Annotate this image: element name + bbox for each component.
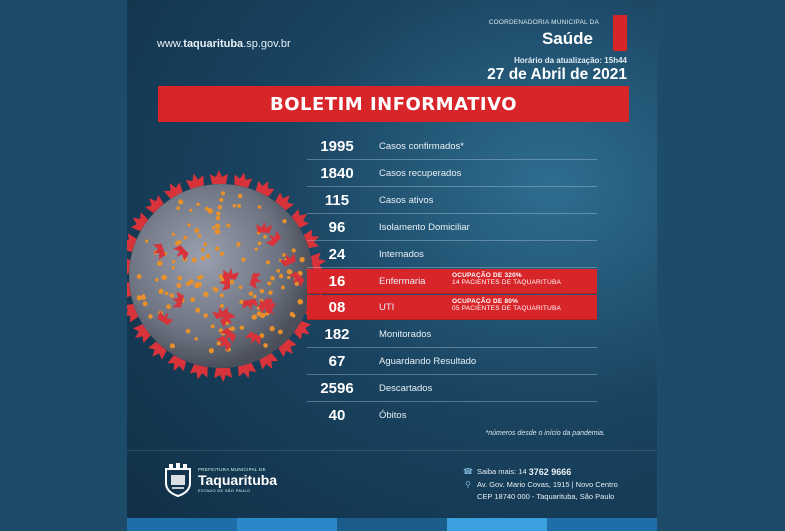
stat-label: Aguardando Resultado (379, 355, 477, 367)
stat-value: 16 (328, 272, 346, 290)
stat-value: 96 (328, 218, 346, 236)
logo-city-name: Taquarituba (198, 472, 278, 488)
stat-value: 24 (328, 245, 346, 263)
stat-row-active (307, 187, 597, 214)
stat-row-recovered (307, 160, 597, 187)
stat-row-hospitalized (307, 241, 597, 268)
banner-title: BOLETIM INFORMATIVO (270, 93, 517, 115)
stat-label: Internados (379, 248, 424, 260)
phone-icon: ☎ (463, 467, 473, 476)
phone-number: 3762 9666 (528, 467, 572, 477)
stat-label: Casos ativos (379, 194, 434, 206)
coordination-label: COORDENADORIA MUNICIPAL DA (488, 19, 599, 26)
occupancy-info (452, 272, 561, 286)
footer-divider (127, 450, 657, 451)
stat-row-home-isolation (307, 214, 597, 241)
stat-label: Descartados (379, 382, 433, 394)
stat-value: 182 (324, 325, 350, 343)
stat-value: 08 (328, 298, 346, 316)
footnote: *números desde o início da pandemia. (485, 430, 605, 437)
phone-prefix: Saiba mais: 14 (477, 467, 527, 476)
stat-label: Enfermaria (379, 275, 426, 287)
bulletin-date: 27 de Abril de 2021 (487, 66, 627, 83)
bottom-color-bars (127, 518, 657, 531)
stat-value: 67 (328, 352, 346, 370)
stat-row-deaths (307, 402, 597, 428)
occupancy-detail: 14 PACIENTES DE TAQUARITUBA (452, 279, 562, 286)
stat-value: 1840 (320, 164, 354, 182)
stat-label: Casos recuperados (379, 167, 462, 179)
city-logo[interactable] (163, 463, 277, 497)
phone-line[interactable] (463, 466, 618, 479)
stat-label: Monitorados (379, 328, 432, 340)
bulletin-poster (127, 0, 657, 531)
stat-row-confirmed (307, 133, 597, 160)
address-line-2 (463, 491, 618, 504)
update-time: Horário da atualização: 15h44 (514, 56, 627, 65)
stat-label: Óbitos (379, 409, 407, 421)
stats-list (307, 133, 597, 428)
logo-top-text: PREFEITURA MUNICIPAL DE (198, 467, 266, 472)
stat-label: Casos confirmados* (379, 140, 465, 152)
stat-label: UTI (379, 301, 395, 313)
occupancy-info (452, 298, 561, 312)
stat-value: 1995 (320, 137, 354, 155)
occupancy-rate: OCUPAÇÃO DE 320% (452, 272, 522, 279)
department-title: Saúde (541, 29, 593, 48)
virus-illustration (127, 148, 331, 406)
address-city: CEP 18740 000 - Taquarituba, São Paulo (477, 492, 615, 501)
location-icon: ⚲ (465, 479, 471, 489)
stat-row-icu (307, 295, 597, 320)
right-side-margin (658, 0, 785, 531)
title-banner (158, 86, 629, 122)
occupancy-detail: 05 PACIENTES DE TAQUARITUBA (452, 305, 562, 312)
logo-sub-text: ESTADO DE SÃO PAULO (198, 488, 251, 493)
left-side-margin (0, 0, 127, 531)
stat-value: 115 (324, 191, 350, 209)
red-flag-accent (613, 15, 627, 51)
url-domain: taquarituba (183, 38, 244, 50)
contact-info (463, 466, 618, 504)
url-prefix: www. (157, 38, 184, 50)
url-suffix: .sp.gov.br (243, 38, 291, 50)
city-crest-icon (163, 463, 193, 497)
occupancy-rate: OCUPAÇÃO DE 80% (452, 298, 519, 305)
stat-row-discarded (307, 375, 597, 402)
stat-row-awaiting (307, 348, 597, 375)
stat-row-monitored (307, 321, 597, 348)
stat-value: 2596 (320, 379, 354, 397)
address-line-1 (463, 479, 618, 492)
stat-row-ward (307, 269, 597, 294)
stat-label: Isolamento Domiciliar (379, 221, 470, 233)
stat-value: 40 (328, 406, 346, 424)
address-street: Av. Gov. Mario Covas, 1915 | Novo Centro (477, 479, 618, 489)
website-url[interactable] (157, 38, 291, 50)
